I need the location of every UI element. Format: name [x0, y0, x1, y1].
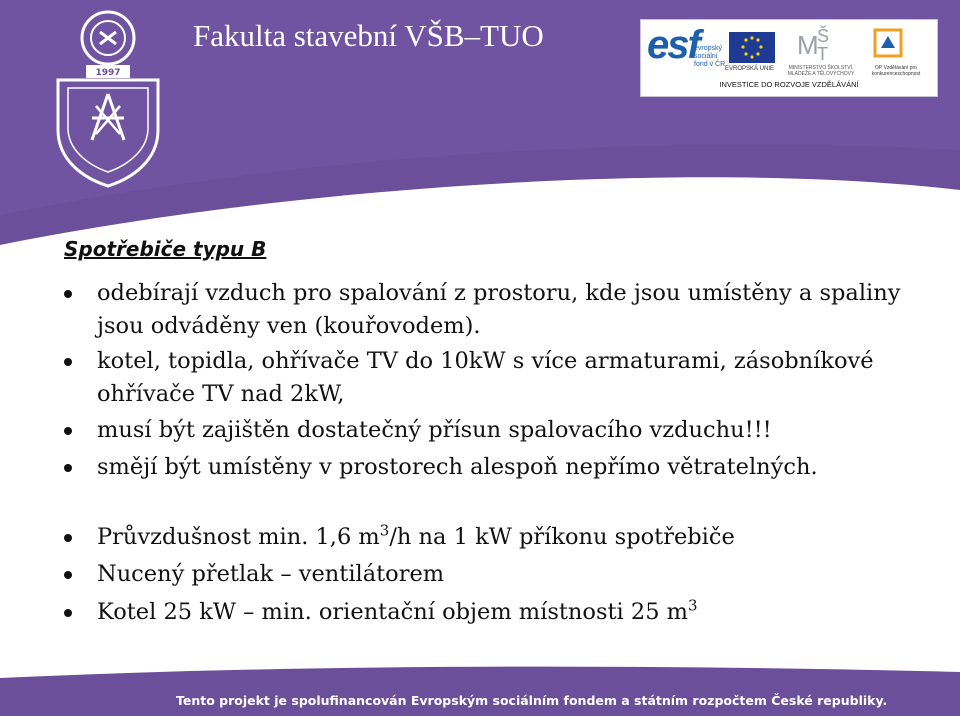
- bullet-text: Průvzdušnost min. 1,6 $m^3/h$ na 1 kW příkonu spotřebiče: [97, 521, 735, 550]
- bullet-icon: [64, 571, 72, 579]
- bullet-icon: [64, 290, 72, 298]
- investment-caption: INVESTICE DO ROZVOJE VZDĚLÁVÁNÍ: [719, 80, 859, 89]
- superscript: 3: [688, 596, 698, 615]
- slide-header: [0, 0, 960, 245]
- eu-logos-panel: [640, 19, 938, 97]
- bullet-icon: [64, 534, 72, 542]
- bullet-text: odebírají vzduch pro spalování z prostoru, kde jsou umístěny a spaliny jsou odváděny ven (kouřovodem).: [97, 280, 901, 339]
- footer-funding-text: Tento projekt je spolufinancován Evropským sociálním fondem a státním rozpočtem České republiky.: [176, 693, 888, 708]
- op-logo: [871, 26, 905, 60]
- bullet-icon: [64, 609, 72, 617]
- svg-text:M: M: [797, 30, 819, 60]
- bullet-icon: [64, 464, 72, 472]
- faculty-logo: [48, 10, 168, 188]
- msmt-logo: [793, 24, 843, 64]
- bullet-text: kotel, topidla, ohřívače TV do 10kW s více armaturami, zásobníkové ohřívače TV nad 2kW,: [97, 348, 874, 407]
- superscript: 3: [379, 521, 390, 540]
- bullet-text: Kotel 25 kW – min. orientační objem místnosti 25 $m^3$: [97, 596, 698, 625]
- footer-band: [0, 664, 960, 716]
- eu-caption: EVROPSKÁ UNIE: [725, 66, 775, 72]
- bullet-text: Nucený přetlak – ventilátorem: [97, 561, 445, 587]
- bullet-text: smějí být umístěny v prostorech alespoň nepřímo větratelných.: [97, 454, 818, 480]
- svg-text:1997: 1997: [95, 68, 121, 78]
- svg-text:T: T: [817, 44, 828, 64]
- svg-text:Š: Š: [817, 26, 830, 46]
- slide-heading: Spotřebiče typu B: [64, 237, 267, 261]
- esf-caption: evropský sociální fond v ČR: [694, 45, 726, 68]
- faculty-title: Fakulta stavební VŠB–TUO: [193, 18, 544, 53]
- op-caption: OP Vzdělávání pro konkurenceschopnost: [871, 65, 921, 77]
- slide-footer: [0, 664, 960, 716]
- esf-logo: esf: [647, 23, 699, 67]
- bullet-icon: [64, 358, 72, 366]
- msmt-caption: MINISTERSTVO ŠKOLSTVÍ, MLÁDEŽE A TĚLOVÝCHOVY: [787, 65, 855, 77]
- bullet-text: musí být zajištěn dostatečný přísun spalovacího vzduchu!!!: [97, 417, 772, 443]
- eu-flag-icon: [729, 32, 775, 63]
- bullet-icon: [64, 427, 72, 435]
